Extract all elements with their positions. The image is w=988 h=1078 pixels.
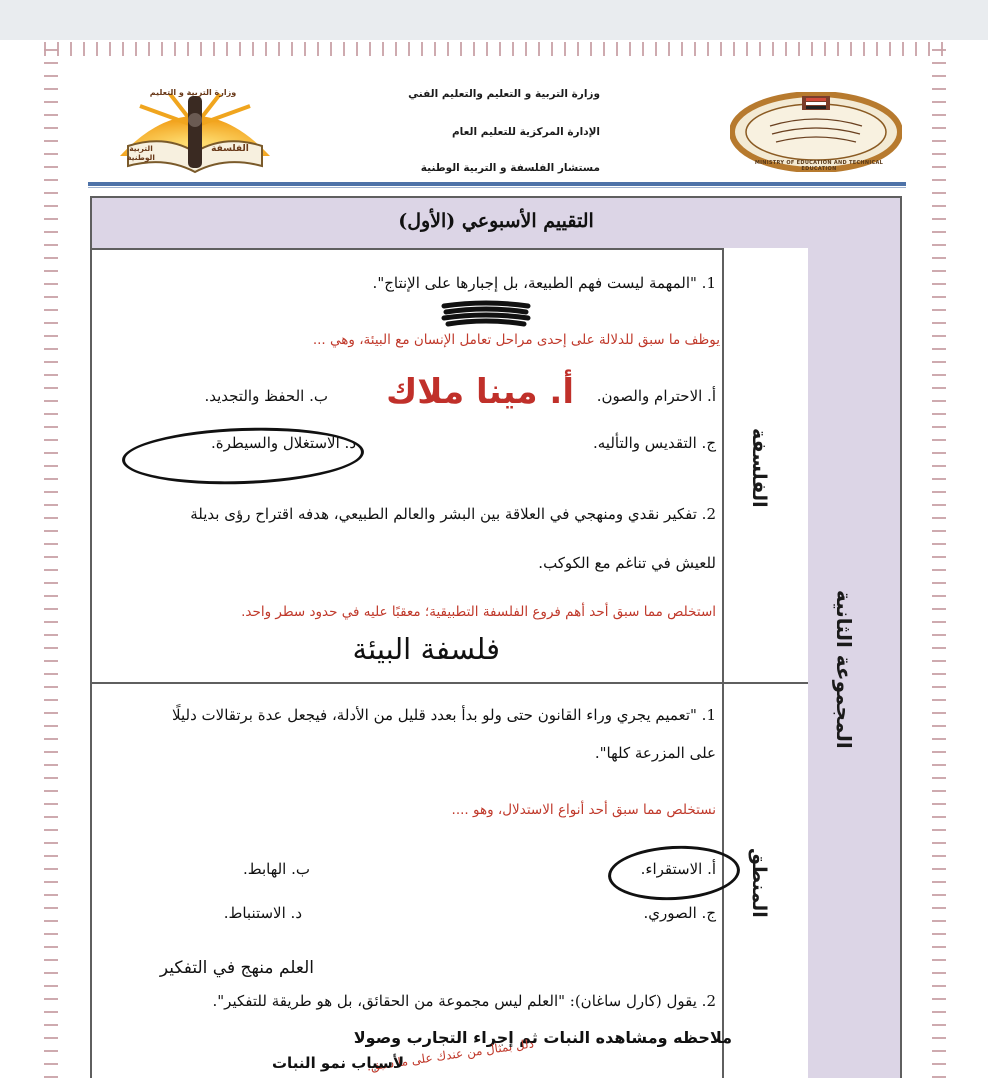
teacher-name: أ. مينا ملاك xyxy=(386,372,574,412)
philosophy-q2-line1: 2. تفكير نقدي ومنهجي في العلاقة بين البشر والعالم الطبيعي، هدفه اقتراح رؤى بديلة xyxy=(190,505,716,523)
philosophy-logo-caption-arc: وزارة التربية و التعليم xyxy=(149,88,237,97)
logic-q1-option-a: أ. الاستقراء. xyxy=(640,860,716,878)
philosophy-q1: 1. "المهمة ليست فهم الطبيعة، بل إجبارها على الإنتاج". xyxy=(372,274,716,292)
header-rule xyxy=(88,182,906,186)
decorative-border-left xyxy=(44,40,58,1078)
philosophy-logo-caption-philosophy: الفلسفة xyxy=(211,144,249,154)
philosophy-q2-task: استخلص مما سبق أحد أهم فروع الفلسفة التطبيقية؛ معقبًا عليه في حدود سطر واحد. xyxy=(241,604,716,620)
logic-q1-task: نستخلص مما سبق أحد أنواع الاستدلال، وهو .... xyxy=(451,802,716,818)
ministry-name: وزارة التربية و التعليم والتعليم الفني xyxy=(408,88,600,100)
advisor-name: مستشار الفلسفة و التربية الوطنية xyxy=(420,162,600,174)
group-label: المجموعة الثانية xyxy=(832,590,856,749)
logic-q1-line1: 1. "تعميم يجري وراء القانون حتى ولو بدأ بعدد قليل من الأدلة، فيجعل عدة برتقالات دليلًا xyxy=(172,706,716,724)
subject-column xyxy=(722,248,808,1078)
ministry-emblem-caption: MINISTRY OF EDUCATION AND TECHNICAL EDUCATION xyxy=(754,160,884,172)
logic-q1-line2: على المزرعة كلها". xyxy=(594,744,716,762)
logic-q2-margin-note: العلم منهج في التفكير xyxy=(159,958,314,978)
department-name: الإدارة المركزية للتعليم العام xyxy=(451,126,600,138)
logic-q2-answer-line1: ملاحظه ومشاهده النبات ثم إجراء التجارب وصولا xyxy=(353,1028,732,1047)
philosophy-q1-option-b: ب. الحفظ والتجديد. xyxy=(204,387,328,405)
decorative-border-right xyxy=(932,40,946,1078)
philosophy-q1-option-a: أ. الاحترام والصون. xyxy=(596,387,716,405)
philosophy-logo-caption-civic: التربية الوطنية xyxy=(127,144,155,162)
logic-q1-option-c: ج. الصوري. xyxy=(643,904,716,922)
redaction-scribble xyxy=(440,298,532,332)
logic-q1-option-d: د. الاستنباط. xyxy=(223,904,302,922)
section-divider xyxy=(90,682,808,684)
header-text-block xyxy=(380,84,600,196)
philosophy-q1-task: يوظف ما سبق للدلالة على إحدى مراحل تعامل الإنسان مع البيئة، وهي ... xyxy=(312,332,720,348)
philosophy-logo xyxy=(110,86,280,178)
header-rule-thin xyxy=(88,187,906,188)
logic-q2: 2. يقول (كارل ساغان): "العلم ليس مجموعة من الحقائق، بل هو طريقة للتفكير". xyxy=(212,992,716,1010)
assessment-title: التقييم الأسبوعي (الأول) xyxy=(398,210,594,232)
logic-q2-answer-line2: لأسباب نمو النبات xyxy=(271,1054,404,1072)
philosophy-q1-option-c: ج. التقديس والتأليه. xyxy=(593,434,716,452)
logic-q2-task: دلل بمثال من عندك على ما سبق. xyxy=(365,1036,535,1074)
philosophy-q2-line2: للعيش في تناغم مع الكوكب. xyxy=(538,554,716,572)
assessment-title-row xyxy=(90,196,902,250)
philosophy-q2-answer: فلسفة البيئة xyxy=(352,632,500,666)
subject-label-philosophy: الفلسفة xyxy=(748,428,770,508)
philosophy-q1-option-d: د. الاستغلال والسيطرة. xyxy=(211,434,356,452)
decorative-border-top xyxy=(44,42,948,56)
logic-q1-option-b: ب. الهابط. xyxy=(242,860,310,878)
subject-label-logic: المنطق xyxy=(748,848,770,918)
page-top-band xyxy=(0,0,988,40)
